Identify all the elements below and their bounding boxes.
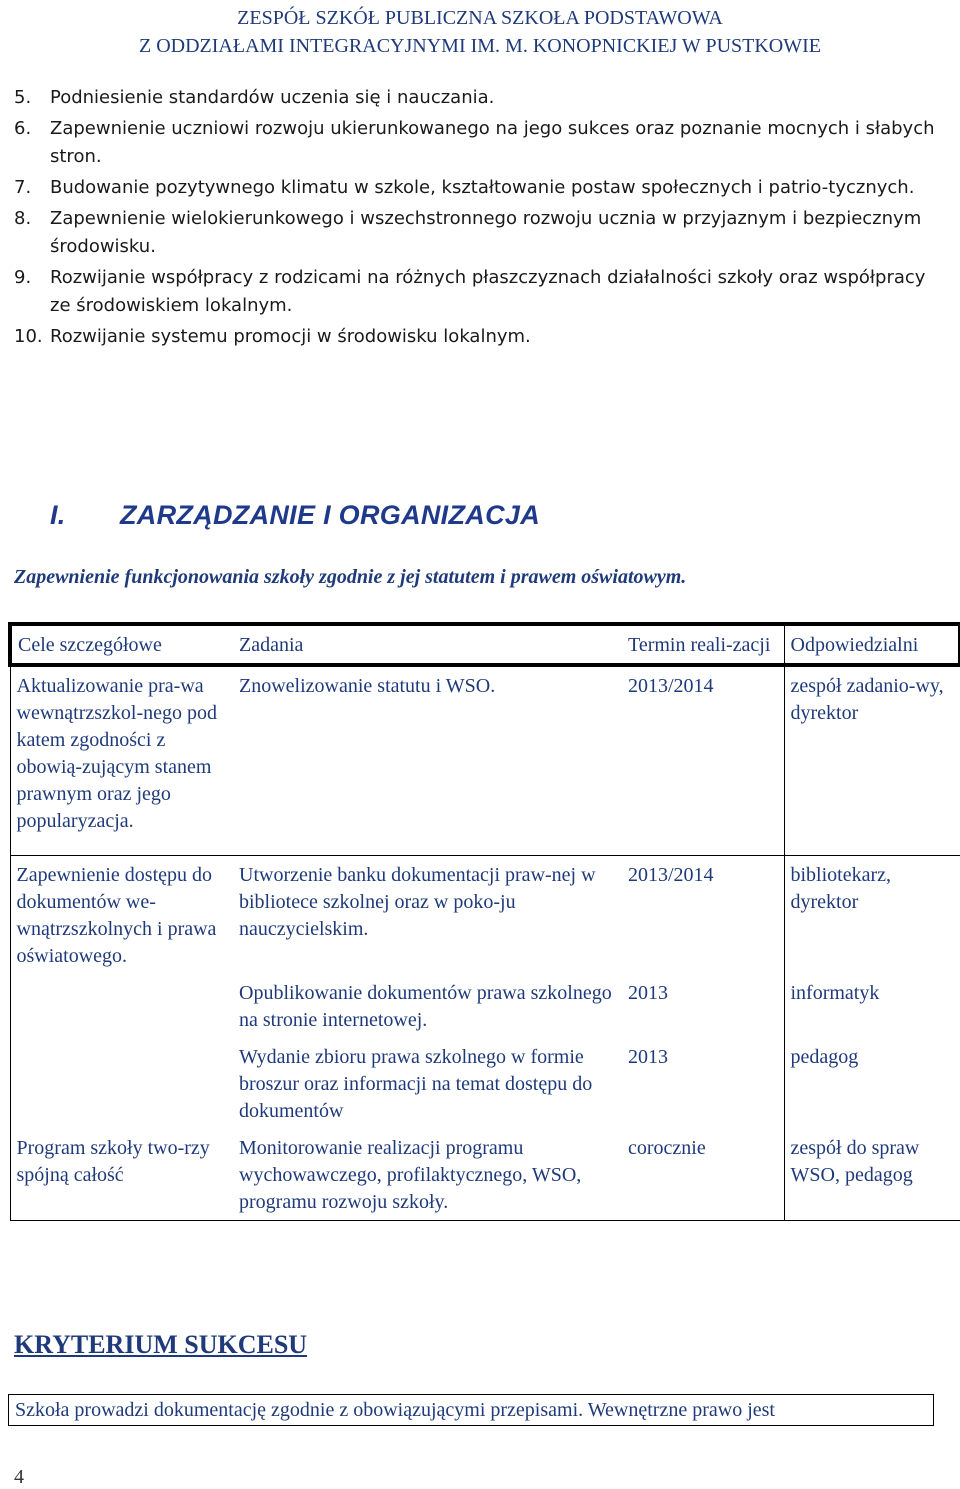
- goal-item: [14, 323, 944, 351]
- table-row: [10, 1129, 960, 1221]
- column-header-odpowiedzialni: Odpowiedzialni: [784, 624, 960, 665]
- table-spacer-row: [10, 839, 960, 856]
- goal-number: 5.: [14, 87, 32, 108]
- goal-item: [14, 84, 944, 112]
- cell-cel: Program szkoły two-rzy spójną całość: [10, 1129, 233, 1221]
- goal-text: Zapewnienie uczniowi rozwoju ukierunkowanego na jego sukces oraz poznanie mocnych i słabych stron.: [50, 118, 935, 167]
- cell-zadanie: Opublikowanie dokumentów prawa szkolnego na stronie internetowej.: [239, 982, 612, 1031]
- goal-item: [14, 174, 944, 202]
- goal-text: Rozwijanie współpracy z rodzicami na różnych płaszczyznach działalności szkoły oraz współpracy ze środowiskiem lokalnym.: [50, 267, 926, 316]
- table-row: [10, 665, 960, 839]
- cell-cel: [10, 1038, 233, 1129]
- plan-table: [8, 622, 960, 1221]
- section-title: [50, 500, 540, 531]
- cell-termin: 2013/2014: [622, 665, 784, 839]
- cell-zadanie: Monitorowanie realizacji programu wychowawczego, profilaktycznego, WSO, programu rozwoju szkoły.: [233, 1129, 622, 1221]
- school-header-line-1: ZESPÓŁ SZKÓŁ PUBLICZNA SZKOŁA PODSTAWOWA: [237, 7, 723, 29]
- school-header-line-2: Z ODDZIAŁAMI INTEGRACYJNYMI IM. M. KONOPNICKIEJ W PUSTKOWIE: [138, 35, 821, 57]
- kryterium-heading: KRYTERIUM SUKCESU: [14, 1330, 308, 1359]
- kryterium-text-box: Szkoła prowadzi dokumentację zgodnie z obowiązującymi przepisami. Wewnętrzne prawo jest: [8, 1394, 934, 1426]
- column-header-zadania: Zadania: [233, 624, 622, 665]
- column-header-cele: Cele szczegółowe: [10, 624, 233, 665]
- goal-item: [14, 205, 944, 261]
- cell-odpowiedzialni: zespół zadanio-wy, dyrektor: [784, 665, 960, 839]
- school-header: [0, 4, 960, 60]
- table-header-row: [10, 624, 960, 665]
- page-number: 4: [14, 1466, 24, 1488]
- goal-number: 9.: [14, 267, 32, 288]
- goal-text: Budowanie pozytywnego klimatu w szkole, kształtowanie postaw społecznych i patrio-tycznych.: [50, 177, 915, 198]
- cell-zadanie: Wydanie zbioru prawa szkolnego w formie broszur oraz informacji na temat dostępu do dokumentów: [239, 1046, 593, 1122]
- goal-item: [14, 264, 944, 320]
- cell-zadanie: Utworzenie banku dokumentacji praw-nej w bibliotece szkolnej oraz w poko-ju nauczycielskim.: [239, 864, 596, 940]
- cell-cel: [10, 974, 233, 1038]
- goal-number: 6.: [14, 118, 32, 139]
- table-row: [10, 1038, 960, 1129]
- cell-odpowiedzialni: zespół do spraw WSO, pedagog: [784, 1129, 960, 1221]
- cell-zadanie: Znowelizowanie statutu i WSO.: [239, 675, 496, 697]
- table-row: [10, 974, 960, 1038]
- cell-termin: 2013: [622, 974, 784, 1038]
- cell-cel: Zapewnienie dostępu do dokumentów we-wnątrzszkolnych i prawa oświatowego.: [10, 856, 233, 975]
- goal-item: [14, 115, 944, 171]
- section-title-text: ZARZĄDZANIE I ORGANIZACJA: [120, 500, 540, 530]
- section-roman-numeral: I.: [50, 500, 66, 530]
- goal-text: Podniesienie standardów uczenia się i nauczania.: [50, 87, 495, 108]
- cell-termin: 2013/2014: [622, 856, 784, 975]
- cell-termin: 2013: [622, 1038, 784, 1129]
- cell-odpowiedzialni: pedagog: [784, 1038, 960, 1129]
- cell-termin: corocznie: [622, 1129, 784, 1221]
- table-row: [10, 856, 960, 975]
- goal-text: Zapewnienie wielokierunkowego i wszechstronnego rozwoju ucznia w przyjaznym i bezpiecznym środowisku.: [50, 208, 922, 257]
- goal-number: 7.: [14, 177, 32, 198]
- goal-number: 8.: [14, 208, 32, 229]
- cell-odpowiedzialni: informatyk: [784, 974, 960, 1038]
- goal-text: Rozwijanie systemu promocji w środowisku lokalnym.: [50, 326, 531, 347]
- goal-number: 10.: [14, 326, 43, 347]
- cell-cel: Aktualizowanie pra-wa wewnątrzszkol-nego pod katem zgodności z obowią-zującym stanem prawnym oraz jego popularyzacja.: [10, 665, 233, 839]
- section-subtitle: Zapewnienie funkcjonowania szkoły zgodnie z jej statutem i prawem oświatowym.: [14, 566, 687, 588]
- goals-list: [14, 84, 944, 354]
- column-header-termin: Termin reali-zacji: [622, 624, 784, 665]
- cell-odpowiedzialni: bibliotekarz, dyrektor: [784, 856, 960, 975]
